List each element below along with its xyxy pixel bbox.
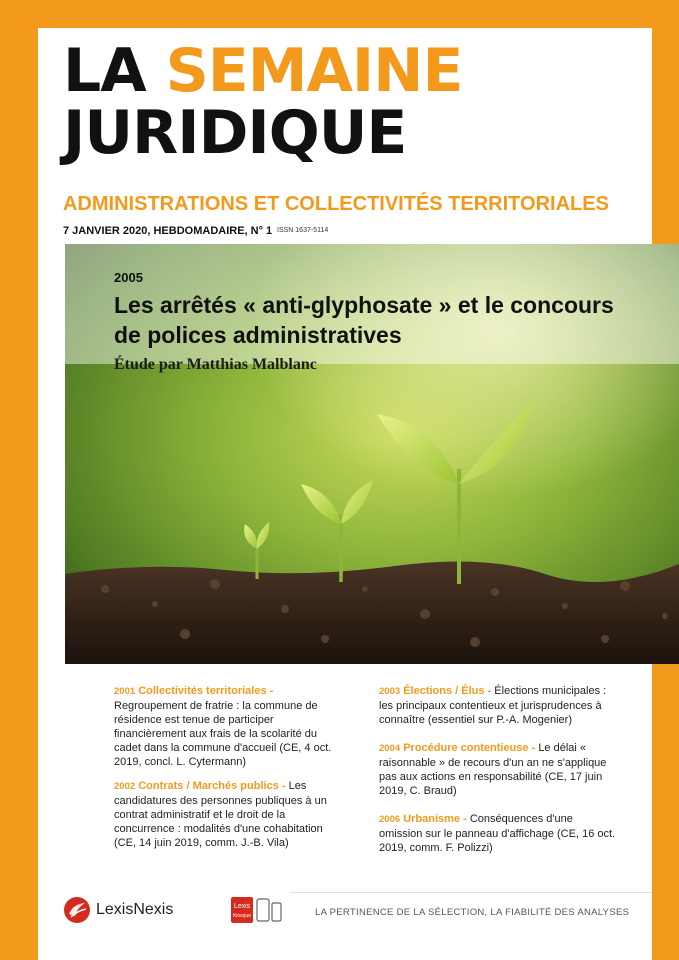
feature-number: 2005 — [114, 270, 143, 285]
toc-entry[interactable] — [114, 779, 334, 850]
toc-text: Conséquences d'une omission sur le panneau d'affichage (CE, 16 oct. 2019, comm. F. Polizzi) — [379, 813, 616, 854]
toc-category: Collectivités territoriales - — [138, 685, 274, 697]
toc-text: Regroupement de fratrie : la commune de résidence est tenue de participer financièrement aux frais de la scolarité du cadet dans la commune d'accueil (CE, 4 oct. 2019, concl. L. Cytermann) — [114, 700, 332, 768]
lexisnexis-logo[interactable] — [63, 896, 173, 924]
lexisnexis-icon — [63, 896, 91, 924]
toc-entry[interactable] — [379, 684, 619, 727]
masthead-la: LA — [63, 36, 146, 106]
publisher-name: LexisNexis — [96, 901, 174, 918]
tagline: LA PERTINENCE DE LA SÉLECTION, LA FIABILITÉ DES ANALYSES — [315, 907, 630, 918]
toc-category: Contrats / Marchés publics - — [138, 780, 286, 792]
feature-title: Les arrêtés « anti-glyphosate » et le concours de polices administratives — [114, 292, 614, 348]
toc-left-column — [114, 684, 334, 850]
feature-author: Étude par Matthias Malblanc — [114, 356, 317, 373]
toc-entry[interactable] — [379, 812, 619, 855]
issn: ISSN 1637-5114 — [277, 227, 329, 234]
masthead — [63, 36, 463, 168]
toc-text: Le délai « raisonnable » de recours d'un an ne s'applique pas aux actions en responsabilité (CE, 17 juin 2019, C. Braud) — [379, 742, 607, 797]
toc-number: 2003 — [379, 686, 401, 697]
toc-entry[interactable] — [379, 741, 619, 798]
edition-title: ADMINISTRATIONS ET COLLECTIVITÉS TERRITORIALES — [63, 193, 609, 215]
toc-number: 2002 — [114, 781, 136, 792]
toc-entry[interactable] — [114, 684, 334, 769]
toc-category: Élections / Élus - — [403, 685, 492, 697]
masthead-semaine: SEMAINE — [165, 36, 463, 106]
toc-text: Élections municipales : les principaux contentieux et jurisprudences à connaître (essentiel sur P.-A. Mogenier) — [379, 685, 607, 726]
toc-number: 2006 — [379, 814, 401, 825]
toc-right-column — [379, 684, 619, 855]
kiosque-text-1: Lexis — [233, 903, 251, 910]
toc-number: 2004 — [379, 743, 401, 754]
toc-category: Procédure contentieuse - — [403, 742, 536, 754]
issue-info: 7 JANVIER 2020, HEBDOMADAIRE, N° 1 — [63, 225, 273, 237]
kiosque-device-icon — [231, 897, 283, 925]
footer-divider — [290, 892, 652, 893]
toc-number: 2001 — [114, 686, 136, 697]
kiosque-logo[interactable] — [231, 897, 283, 930]
toc-text: Les candidatures des personnes publiques à un contrat administratif et le droit de la concurrence : modalités d'une cohabitation (CE, 14 juin 2019, comm. J.-B. Vila) — [114, 780, 327, 849]
toc-category: Urbanisme - — [403, 813, 467, 825]
kiosque-text-2: Kiosque — [232, 913, 252, 919]
masthead-juridique: JURIDIQUE — [63, 98, 407, 168]
